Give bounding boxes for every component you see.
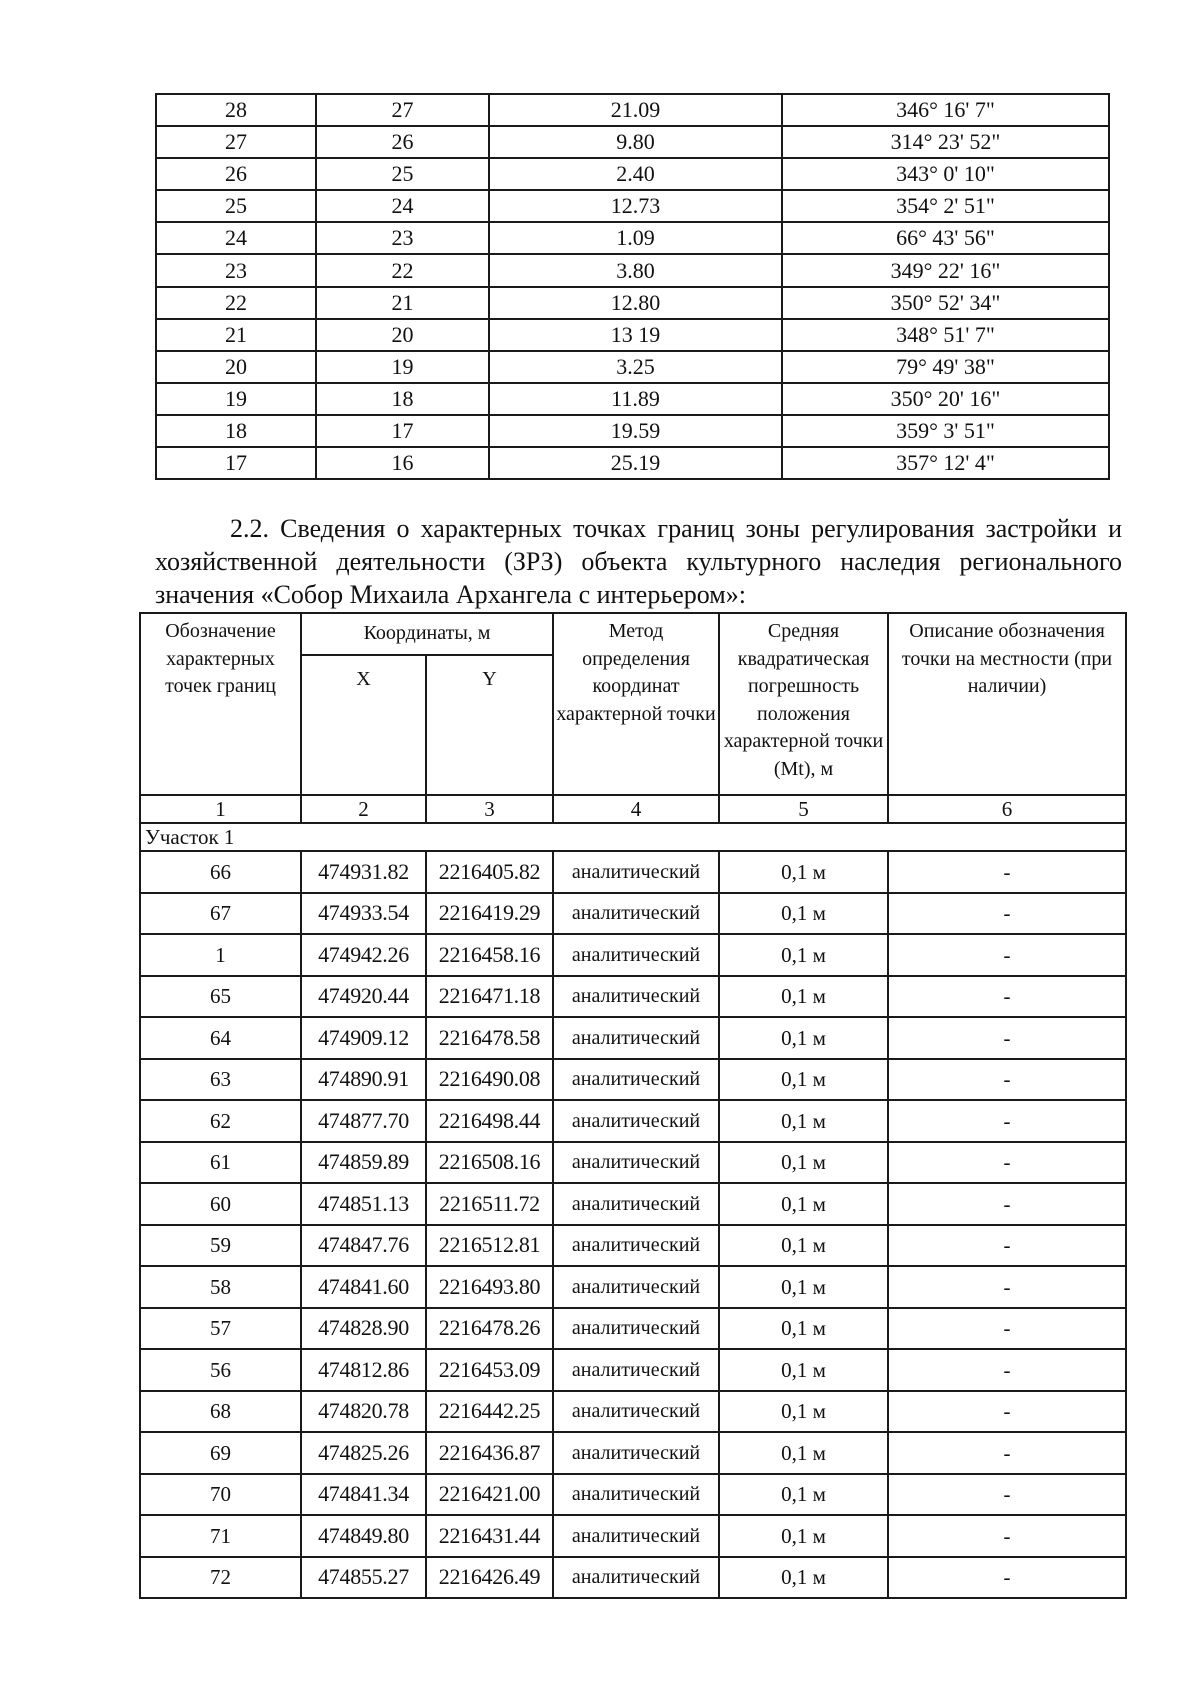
segment-row [156,447,1109,479]
mean-error: 0,1 м [719,1432,888,1474]
point-number: 56 [140,1349,301,1391]
coord-x: 474841.60 [301,1266,426,1308]
header-description: Описание обозначения точки на местности (при наличии) [888,613,1126,795]
header-x: X [301,655,426,795]
description: - [888,851,1126,893]
segment-bearing: 346° 16' 7" [782,94,1109,126]
segment-to-point: 17 [316,415,489,447]
segment-bearing: 354° 2' 51" [782,190,1109,222]
segment-length: 25.19 [489,447,782,479]
segment-from-point: 22 [156,287,316,319]
coord-y: 2216511.72 [426,1183,553,1225]
segment-length: 2.40 [489,158,782,190]
segment-row [156,254,1109,286]
mean-error: 0,1 м [719,1266,888,1308]
coord-x: 474877.70 [301,1100,426,1142]
coord-x: 474828.90 [301,1308,426,1350]
coord-y: 2216471.18 [426,976,553,1018]
point-row [140,1266,1126,1308]
boundary-segments-table [155,93,1110,480]
segment-to-point: 16 [316,447,489,479]
segment-from-point: 27 [156,126,316,158]
coord-y: 2216458.16 [426,934,553,976]
description: - [888,893,1126,935]
method: аналитический [553,976,719,1018]
segment-row [156,158,1109,190]
coord-y: 2216493.80 [426,1266,553,1308]
method: аналитический [553,1432,719,1474]
point-number: 62 [140,1100,301,1142]
point-number: 67 [140,893,301,935]
mean-error: 0,1 м [719,851,888,893]
method: аналитический [553,1391,719,1433]
segment-to-point: 19 [316,351,489,383]
coord-x: 474942.26 [301,934,426,976]
point-number: 1 [140,934,301,976]
point-row [140,1432,1126,1474]
method: аналитический [553,893,719,935]
coord-x: 474931.82 [301,851,426,893]
coord-x: 474859.89 [301,1142,426,1184]
coord-x: 474849.80 [301,1515,426,1557]
segment-length: 9.80 [489,126,782,158]
mean-error: 0,1 м [719,1225,888,1267]
coord-y: 2216508.16 [426,1142,553,1184]
segment-bearing: 357° 12' 4" [782,447,1109,479]
section-heading-text [155,512,1122,611]
header-coordinates: Координаты, м [301,613,553,655]
segment-bearing: 349° 22' 16" [782,254,1109,286]
segment-to-point: 22 [316,254,489,286]
segment-from-point: 28 [156,94,316,126]
header-method: Метод определения координат характерной точки [553,613,719,795]
coord-x: 474909.12 [301,1017,426,1059]
segment-to-point: 25 [316,158,489,190]
mean-error: 0,1 м [719,1391,888,1433]
segment-from-point: 23 [156,254,316,286]
point-number: 61 [140,1142,301,1184]
segment-to-point: 21 [316,287,489,319]
segment-bearing: 343° 0' 10" [782,158,1109,190]
segment-row [156,383,1109,415]
segment-bearing: 348° 51' 7" [782,319,1109,351]
description: - [888,1142,1126,1184]
method: аналитический [553,1349,719,1391]
method: аналитический [553,1557,719,1599]
point-row [140,1225,1126,1267]
segment-row [156,351,1109,383]
coord-y: 2216421.00 [426,1474,553,1516]
segment-length: 12.73 [489,190,782,222]
characteristic-points-table [139,612,1127,1599]
segment-from-point: 20 [156,351,316,383]
method: аналитический [553,1515,719,1557]
coord-y: 2216405.82 [426,851,553,893]
point-number: 57 [140,1308,301,1350]
description: - [888,1515,1126,1557]
mean-error: 0,1 м [719,976,888,1018]
coord-y: 2216442.25 [426,1391,553,1433]
column-number: 3 [426,795,553,823]
description: - [888,1349,1126,1391]
column-number: 6 [888,795,1126,823]
method: аналитический [553,934,719,976]
segment-from-point: 19 [156,383,316,415]
point-row [140,851,1126,893]
segment-length: 3.80 [489,254,782,286]
point-row [140,1391,1126,1433]
method: аналитический [553,1017,719,1059]
method: аналитический [553,1308,719,1350]
point-row [140,893,1126,935]
method: аналитический [553,1225,719,1267]
segment-row [156,287,1109,319]
column-number: 4 [553,795,719,823]
header-designation: Обозначение характерных точек границ [140,613,301,795]
mean-error: 0,1 м [719,1059,888,1101]
segment-to-point: 24 [316,190,489,222]
point-number: 66 [140,851,301,893]
segment-from-point: 25 [156,190,316,222]
segment-from-point: 26 [156,158,316,190]
method: аналитический [553,1266,719,1308]
coord-y: 2216478.26 [426,1308,553,1350]
coord-x: 474890.91 [301,1059,426,1101]
mean-error: 0,1 м [719,1557,888,1599]
point-number: 71 [140,1515,301,1557]
coord-y: 2216426.49 [426,1557,553,1599]
segment-length: 11.89 [489,383,782,415]
description: - [888,1225,1126,1267]
point-row [140,1474,1126,1516]
mean-error: 0,1 м [719,1017,888,1059]
point-number: 65 [140,976,301,1018]
description: - [888,1557,1126,1599]
segment-bearing: 314° 23' 52" [782,126,1109,158]
coord-y: 2216498.44 [426,1100,553,1142]
section-heading-line: 2.2. Сведения о характерных точках границ зоны регулирования застройки и хозяйственной деятельности (ЗРЗ) объекта культурного наследия регионального значения «Собор Михаила Архангела с интерьером»: [155,514,1122,609]
description: - [888,1432,1126,1474]
segment-bearing: 359° 3' 51" [782,415,1109,447]
mean-error: 0,1 м [719,1142,888,1184]
description: - [888,1059,1126,1101]
point-row [140,1100,1126,1142]
method: аналитический [553,1059,719,1101]
mean-error: 0,1 м [719,1308,888,1350]
point-number: 64 [140,1017,301,1059]
point-number: 59 [140,1225,301,1267]
segment-from-point: 18 [156,415,316,447]
coord-x: 474820.78 [301,1391,426,1433]
point-number: 72 [140,1557,301,1599]
description: - [888,1266,1126,1308]
segment-bearing: 350° 52' 34" [782,287,1109,319]
segment-bearing: 66° 43' 56" [782,222,1109,254]
coord-x: 474812.86 [301,1349,426,1391]
description: - [888,934,1126,976]
point-row [140,976,1126,1018]
segment-from-point: 24 [156,222,316,254]
mean-error: 0,1 м [719,934,888,976]
column-number: 1 [140,795,301,823]
point-number: 68 [140,1391,301,1433]
coord-y: 2216478.58 [426,1017,553,1059]
segment-to-point: 27 [316,94,489,126]
segment-to-point: 20 [316,319,489,351]
coord-y: 2216431.44 [426,1515,553,1557]
coord-y: 2216453.09 [426,1349,553,1391]
point-row [140,1557,1126,1599]
point-row [140,1308,1126,1350]
segment-bearing: 79° 49' 38" [782,351,1109,383]
coord-x: 474920.44 [301,976,426,1018]
segment-row [156,222,1109,254]
segment-length: 12.80 [489,287,782,319]
mean-error: 0,1 м [719,1183,888,1225]
column-number: 2 [301,795,426,823]
segment-row [156,190,1109,222]
method: аналитический [553,1474,719,1516]
mean-error: 0,1 м [719,1474,888,1516]
method: аналитический [553,1142,719,1184]
description: - [888,1474,1126,1516]
mean-error: 0,1 м [719,1100,888,1142]
point-number: 63 [140,1059,301,1101]
point-row [140,934,1126,976]
coord-x: 474825.26 [301,1432,426,1474]
coord-x: 474841.34 [301,1474,426,1516]
header-y: Y [426,655,553,795]
segment-length: 1.09 [489,222,782,254]
section-label: Участок 1 [140,823,1126,851]
point-row [140,1059,1126,1101]
coord-y: 2216512.81 [426,1225,553,1267]
description: - [888,976,1126,1018]
point-number: 58 [140,1266,301,1308]
segment-from-point: 21 [156,319,316,351]
method: аналитический [553,851,719,893]
description: - [888,1308,1126,1350]
description: - [888,1017,1126,1059]
point-number: 70 [140,1474,301,1516]
coord-x: 474851.13 [301,1183,426,1225]
description: - [888,1183,1126,1225]
point-row [140,1017,1126,1059]
coord-x: 474855.27 [301,1557,426,1599]
coord-y: 2216419.29 [426,893,553,935]
mean-error: 0,1 м [719,1349,888,1391]
mean-error: 0,1 м [719,1515,888,1557]
point-number: 60 [140,1183,301,1225]
coord-x: 474847.76 [301,1225,426,1267]
segment-row [156,415,1109,447]
segment-to-point: 26 [316,126,489,158]
mean-error: 0,1 м [719,893,888,935]
point-row [140,1183,1126,1225]
column-numbers-row [140,795,1126,823]
description: - [888,1100,1126,1142]
segment-row [156,94,1109,126]
method: аналитический [553,1100,719,1142]
point-number: 69 [140,1432,301,1474]
segment-length: 21.09 [489,94,782,126]
segment-row [156,319,1109,351]
header-error: Средняя квадратическая погрешность положения характерной точки (Mt), м [719,613,888,795]
method: аналитический [553,1183,719,1225]
boundary-segments-body [156,94,1109,479]
point-row [140,1349,1126,1391]
segment-to-point: 23 [316,222,489,254]
point-row [140,1142,1126,1184]
segment-to-point: 18 [316,383,489,415]
coord-y: 2216490.08 [426,1059,553,1101]
segment-bearing: 350° 20' 16" [782,383,1109,415]
description: - [888,1391,1126,1433]
point-row [140,1515,1126,1557]
segment-length: 3.25 [489,351,782,383]
segment-from-point: 17 [156,447,316,479]
coord-y: 2216436.87 [426,1432,553,1474]
segment-row [156,126,1109,158]
coord-x: 474933.54 [301,893,426,935]
segment-length: 19.59 [489,415,782,447]
characteristic-points-body [140,851,1126,1598]
column-number: 5 [719,795,888,823]
segment-length: 13 19 [489,319,782,351]
